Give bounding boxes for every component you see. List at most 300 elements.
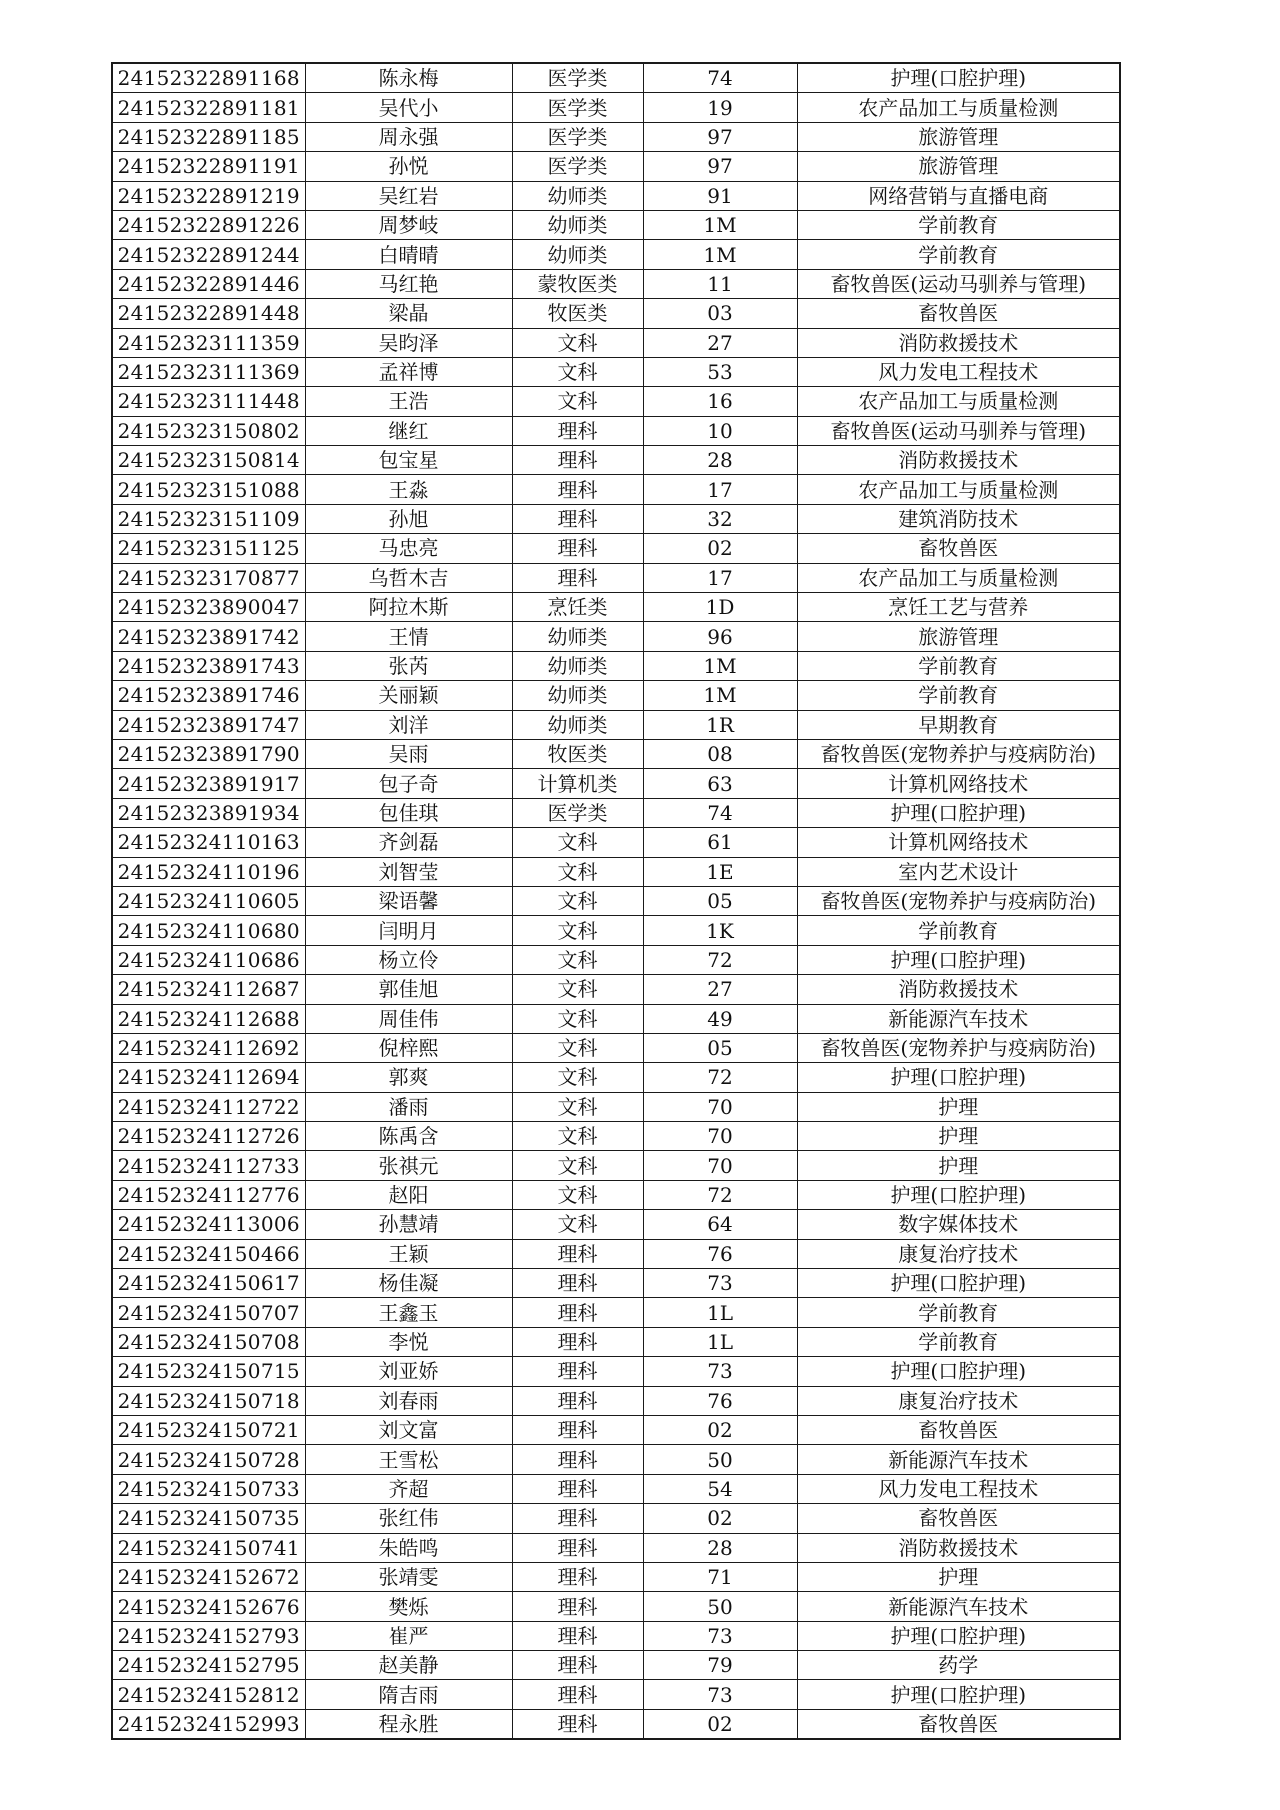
student-name-cell: 马红艳: [305, 269, 512, 298]
student-name-cell: 王浩: [305, 387, 512, 416]
student-name-cell: 孙慧靖: [305, 1210, 512, 1239]
table-row: [112, 152, 1120, 181]
table-row: [112, 1621, 1120, 1650]
major-name-cell: 旅游管理: [797, 622, 1120, 651]
major-name-cell: 建筑消防技术: [797, 504, 1120, 533]
major-code-cell: 11: [643, 269, 797, 298]
category-cell: 文科: [512, 1180, 643, 1209]
major-name-cell: 风力发电工程技术: [797, 1474, 1120, 1503]
student-id-cell: 24152324112688: [112, 1004, 305, 1033]
student-id-cell: 24152324150617: [112, 1269, 305, 1298]
category-cell: 幼师类: [512, 240, 643, 269]
category-cell: 理科: [512, 1357, 643, 1386]
student-name-cell: 赵阳: [305, 1180, 512, 1209]
student-id-cell: 24152322891191: [112, 152, 305, 181]
student-name-cell: 倪梓熙: [305, 1033, 512, 1062]
student-name-cell: 孟祥博: [305, 357, 512, 386]
student-id-cell: 24152324112694: [112, 1063, 305, 1092]
table-row: [112, 504, 1120, 533]
major-name-cell: 计算机网络技术: [797, 828, 1120, 857]
student-id-cell: 24152324110196: [112, 857, 305, 886]
major-code-cell: 71: [643, 1562, 797, 1591]
table-row: [112, 1651, 1120, 1680]
table-row: [112, 593, 1120, 622]
student-name-cell: 陈禹含: [305, 1122, 512, 1151]
category-cell: 文科: [512, 857, 643, 886]
major-name-cell: 烹饪工艺与营养: [797, 593, 1120, 622]
major-code-cell: 70: [643, 1092, 797, 1121]
category-cell: 医学类: [512, 63, 643, 93]
major-name-cell: 畜牧兽医(运动马驯养与管理): [797, 269, 1120, 298]
major-code-cell: 05: [643, 886, 797, 915]
student-name-cell: 郭佳旭: [305, 975, 512, 1004]
student-id-cell: 24152324150708: [112, 1327, 305, 1356]
category-cell: 计算机类: [512, 769, 643, 798]
major-name-cell: 新能源汽车技术: [797, 1445, 1120, 1474]
major-name-cell: 护理: [797, 1122, 1120, 1151]
table-row: [112, 1415, 1120, 1444]
student-id-cell: 24152324152676: [112, 1592, 305, 1621]
major-name-cell: 新能源汽车技术: [797, 1592, 1120, 1621]
table-row: [112, 1004, 1120, 1033]
major-code-cell: 64: [643, 1210, 797, 1239]
student-name-cell: 王雪松: [305, 1445, 512, 1474]
table-row: [112, 739, 1120, 768]
table-row: [112, 357, 1120, 386]
major-code-cell: 73: [643, 1357, 797, 1386]
major-code-cell: 74: [643, 63, 797, 93]
student-id-cell: 24152324150707: [112, 1298, 305, 1327]
student-id-cell: 24152323890047: [112, 593, 305, 622]
table-row: [112, 769, 1120, 798]
major-name-cell: 护理: [797, 1562, 1120, 1591]
student-name-cell: 王颖: [305, 1239, 512, 1268]
major-name-cell: 护理(口腔护理): [797, 945, 1120, 974]
category-cell: 医学类: [512, 122, 643, 151]
category-cell: 文科: [512, 1063, 643, 1092]
student-id-cell: 24152324150721: [112, 1415, 305, 1444]
student-name-cell: 梁晶: [305, 299, 512, 328]
major-code-cell: 08: [643, 739, 797, 768]
table-row: [112, 416, 1120, 445]
student-name-cell: 崔严: [305, 1621, 512, 1650]
major-code-cell: 74: [643, 798, 797, 827]
major-name-cell: 护理(口腔护理): [797, 1063, 1120, 1092]
major-code-cell: 50: [643, 1445, 797, 1474]
major-name-cell: 护理(口腔护理): [797, 1269, 1120, 1298]
category-cell: 牧医类: [512, 299, 643, 328]
student-id-cell: 24152324150728: [112, 1445, 305, 1474]
category-cell: 理科: [512, 1327, 643, 1356]
student-id-cell: 24152324150718: [112, 1386, 305, 1415]
category-cell: 幼师类: [512, 710, 643, 739]
major-name-cell: 消防救援技术: [797, 328, 1120, 357]
category-cell: 文科: [512, 1151, 643, 1180]
major-code-cell: 17: [643, 475, 797, 504]
student-name-cell: 包佳琪: [305, 798, 512, 827]
major-name-cell: 护理(口腔护理): [797, 1621, 1120, 1650]
student-name-cell: 刘亚娇: [305, 1357, 512, 1386]
table-row: [112, 1033, 1120, 1062]
student-name-cell: 闫明月: [305, 916, 512, 945]
major-name-cell: 畜牧兽医: [797, 534, 1120, 563]
major-code-cell: 76: [643, 1239, 797, 1268]
category-cell: 理科: [512, 1474, 643, 1503]
student-name-cell: 樊烁: [305, 1592, 512, 1621]
category-cell: 幼师类: [512, 681, 643, 710]
student-name-cell: 包宝星: [305, 446, 512, 475]
student-name-cell: 乌哲木吉: [305, 563, 512, 592]
major-code-cell: 17: [643, 563, 797, 592]
major-code-cell: 28: [643, 1533, 797, 1562]
major-code-cell: 54: [643, 1474, 797, 1503]
student-id-cell: 24152322891168: [112, 63, 305, 93]
major-name-cell: 护理(口腔护理): [797, 1357, 1120, 1386]
table-row: [112, 534, 1120, 563]
category-cell: 医学类: [512, 798, 643, 827]
major-code-cell: 02: [643, 1504, 797, 1533]
table-row: [112, 798, 1120, 827]
major-code-cell: 1M: [643, 210, 797, 239]
major-code-cell: 02: [643, 1415, 797, 1444]
table-row: [112, 210, 1120, 239]
student-id-cell: 24152324150741: [112, 1533, 305, 1562]
major-name-cell: 康复治疗技术: [797, 1239, 1120, 1268]
table-row: [112, 563, 1120, 592]
major-name-cell: 农产品加工与质量检测: [797, 563, 1120, 592]
major-name-cell: 护理(口腔护理): [797, 1180, 1120, 1209]
table-row: [112, 975, 1120, 1004]
major-name-cell: 数字媒体技术: [797, 1210, 1120, 1239]
student-id-cell: 24152324112726: [112, 1122, 305, 1151]
table-row: [112, 1180, 1120, 1209]
student-name-cell: 关丽颖: [305, 681, 512, 710]
student-name-cell: 白晴晴: [305, 240, 512, 269]
category-cell: 理科: [512, 1621, 643, 1650]
major-name-cell: 护理: [797, 1151, 1120, 1180]
student-name-cell: 孙悦: [305, 152, 512, 181]
student-id-cell: 24152323111448: [112, 387, 305, 416]
major-name-cell: 畜牧兽医(运动马驯养与管理): [797, 416, 1120, 445]
category-cell: 理科: [512, 1504, 643, 1533]
student-id-cell: 24152322891185: [112, 122, 305, 151]
table-row: [112, 1504, 1120, 1533]
major-name-cell: 药学: [797, 1651, 1120, 1680]
student-id-cell: 24152324110605: [112, 886, 305, 915]
student-id-cell: 24152322891181: [112, 93, 305, 122]
student-id-cell: 24152323891790: [112, 739, 305, 768]
table-row: [112, 1592, 1120, 1621]
category-cell: 理科: [512, 563, 643, 592]
major-code-cell: 03: [643, 299, 797, 328]
student-name-cell: 杨佳凝: [305, 1269, 512, 1298]
student-name-cell: 李悦: [305, 1327, 512, 1356]
major-name-cell: 畜牧兽医: [797, 1504, 1120, 1533]
student-name-cell: 朱皓鸣: [305, 1533, 512, 1562]
major-name-cell: 早期教育: [797, 710, 1120, 739]
student-name-cell: 周佳伟: [305, 1004, 512, 1033]
student-id-cell: 24152324112722: [112, 1092, 305, 1121]
student-id-cell: 24152324113006: [112, 1210, 305, 1239]
student-name-cell: 张祺元: [305, 1151, 512, 1180]
major-code-cell: 28: [643, 446, 797, 475]
student-name-cell: 马忠亮: [305, 534, 512, 563]
major-code-cell: 73: [643, 1269, 797, 1298]
major-name-cell: 计算机网络技术: [797, 769, 1120, 798]
major-name-cell: 学前教育: [797, 651, 1120, 680]
student-id-cell: 24152324150733: [112, 1474, 305, 1503]
major-code-cell: 61: [643, 828, 797, 857]
student-id-cell: 24152323891746: [112, 681, 305, 710]
major-code-cell: 49: [643, 1004, 797, 1033]
category-cell: 医学类: [512, 93, 643, 122]
table-row: [112, 1269, 1120, 1298]
category-cell: 文科: [512, 1210, 643, 1239]
major-code-cell: 96: [643, 622, 797, 651]
major-code-cell: 1L: [643, 1298, 797, 1327]
category-cell: 文科: [512, 1033, 643, 1062]
student-id-cell: 24152323151125: [112, 534, 305, 563]
table-row: [112, 1709, 1120, 1739]
student-id-cell: 24152322891244: [112, 240, 305, 269]
category-cell: 理科: [512, 1709, 643, 1739]
table-row: [112, 1445, 1120, 1474]
student-name-cell: 刘文富: [305, 1415, 512, 1444]
student-name-cell: 吴红岩: [305, 181, 512, 210]
student-id-cell: 24152324150715: [112, 1357, 305, 1386]
category-cell: 文科: [512, 828, 643, 857]
student-name-cell: 隋吉雨: [305, 1680, 512, 1709]
major-name-cell: 农产品加工与质量检测: [797, 387, 1120, 416]
student-name-cell: 吴雨: [305, 739, 512, 768]
major-code-cell: 73: [643, 1680, 797, 1709]
major-name-cell: 畜牧兽医(宠物养护与疫病防治): [797, 739, 1120, 768]
student-name-cell: 包子奇: [305, 769, 512, 798]
student-name-cell: 潘雨: [305, 1092, 512, 1121]
student-id-cell: 24152324150466: [112, 1239, 305, 1268]
student-id-cell: 24152323891747: [112, 710, 305, 739]
student-id-cell: 24152324112687: [112, 975, 305, 1004]
table-row: [112, 1533, 1120, 1562]
major-name-cell: 护理(口腔护理): [797, 798, 1120, 827]
category-cell: 理科: [512, 1445, 643, 1474]
student-name-cell: 张芮: [305, 651, 512, 680]
student-id-cell: 24152323151109: [112, 504, 305, 533]
major-name-cell: 消防救援技术: [797, 975, 1120, 1004]
major-code-cell: 79: [643, 1651, 797, 1680]
student-name-cell: 张靖雯: [305, 1562, 512, 1591]
category-cell: 文科: [512, 328, 643, 357]
category-cell: 文科: [512, 945, 643, 974]
category-cell: 理科: [512, 1533, 643, 1562]
major-name-cell: 学前教育: [797, 210, 1120, 239]
category-cell: 理科: [512, 1239, 643, 1268]
major-name-cell: 消防救援技术: [797, 446, 1120, 475]
table-row: [112, 1327, 1120, 1356]
student-id-cell: 24152324150735: [112, 1504, 305, 1533]
table-row: [112, 1063, 1120, 1092]
student-id-cell: 24152324110680: [112, 916, 305, 945]
major-code-cell: 1M: [643, 240, 797, 269]
category-cell: 理科: [512, 1592, 643, 1621]
table-row: [112, 857, 1120, 886]
category-cell: 文科: [512, 1092, 643, 1121]
student-id-cell: 24152323891742: [112, 622, 305, 651]
category-cell: 理科: [512, 1386, 643, 1415]
major-code-cell: 1R: [643, 710, 797, 739]
major-name-cell: 护理(口腔护理): [797, 1680, 1120, 1709]
category-cell: 文科: [512, 1004, 643, 1033]
admission-table: [111, 62, 1121, 1740]
major-code-cell: 05: [643, 1033, 797, 1062]
student-name-cell: 王情: [305, 622, 512, 651]
category-cell: 文科: [512, 975, 643, 1004]
major-code-cell: 97: [643, 122, 797, 151]
major-name-cell: 消防救援技术: [797, 1533, 1120, 1562]
student-id-cell: 24152322891446: [112, 269, 305, 298]
major-name-cell: 畜牧兽医(宠物养护与疫病防治): [797, 1033, 1120, 1062]
major-code-cell: 1M: [643, 651, 797, 680]
major-name-cell: 学前教育: [797, 1298, 1120, 1327]
table-row: [112, 181, 1120, 210]
major-code-cell: 63: [643, 769, 797, 798]
major-code-cell: 76: [643, 1386, 797, 1415]
major-code-cell: 19: [643, 93, 797, 122]
major-code-cell: 72: [643, 1180, 797, 1209]
table-row: [112, 299, 1120, 328]
student-id-cell: 24152322891219: [112, 181, 305, 210]
major-name-cell: 旅游管理: [797, 122, 1120, 151]
student-name-cell: 吴昀泽: [305, 328, 512, 357]
student-name-cell: 齐超: [305, 1474, 512, 1503]
major-name-cell: 新能源汽车技术: [797, 1004, 1120, 1033]
student-name-cell: 杨立伶: [305, 945, 512, 974]
table-row: [112, 1474, 1120, 1503]
student-id-cell: 24152324152993: [112, 1709, 305, 1739]
category-cell: 医学类: [512, 152, 643, 181]
student-id-cell: 24152324112776: [112, 1180, 305, 1209]
table-row: [112, 387, 1120, 416]
major-name-cell: 风力发电工程技术: [797, 357, 1120, 386]
student-name-cell: 吴代小: [305, 93, 512, 122]
major-name-cell: 畜牧兽医: [797, 1415, 1120, 1444]
major-name-cell: 农产品加工与质量检测: [797, 93, 1120, 122]
student-id-cell: 24152323150802: [112, 416, 305, 445]
major-name-cell: 农产品加工与质量检测: [797, 475, 1120, 504]
student-id-cell: 24152323111359: [112, 328, 305, 357]
category-cell: 烹饪类: [512, 593, 643, 622]
table-row: [112, 945, 1120, 974]
major-code-cell: 91: [643, 181, 797, 210]
major-code-cell: 1K: [643, 916, 797, 945]
student-name-cell: 王淼: [305, 475, 512, 504]
student-name-cell: 阿拉木斯: [305, 593, 512, 622]
student-name-cell: 继红: [305, 416, 512, 445]
category-cell: 理科: [512, 446, 643, 475]
student-id-cell: 24152322891226: [112, 210, 305, 239]
student-id-cell: 24152324112733: [112, 1151, 305, 1180]
table-row: [112, 886, 1120, 915]
table-row: [112, 240, 1120, 269]
student-id-cell: 24152324112692: [112, 1033, 305, 1062]
table-row: [112, 828, 1120, 857]
major-code-cell: 50: [643, 1592, 797, 1621]
student-name-cell: 郭爽: [305, 1063, 512, 1092]
student-id-cell: 24152324152793: [112, 1621, 305, 1650]
major-code-cell: 72: [643, 945, 797, 974]
student-id-cell: 24152324110163: [112, 828, 305, 857]
table-row: [112, 328, 1120, 357]
major-name-cell: 旅游管理: [797, 152, 1120, 181]
table-row: [112, 1386, 1120, 1415]
student-name-cell: 张红伟: [305, 1504, 512, 1533]
major-code-cell: 1M: [643, 681, 797, 710]
major-code-cell: 72: [643, 1063, 797, 1092]
student-id-cell: 24152323111369: [112, 357, 305, 386]
major-name-cell: 学前教育: [797, 681, 1120, 710]
student-id-cell: 24152323891917: [112, 769, 305, 798]
major-code-cell: 27: [643, 328, 797, 357]
table-row: [112, 916, 1120, 945]
category-cell: 理科: [512, 1298, 643, 1327]
category-cell: 理科: [512, 1680, 643, 1709]
table-row: [112, 622, 1120, 651]
major-code-cell: 53: [643, 357, 797, 386]
student-name-cell: 周梦岐: [305, 210, 512, 239]
major-code-cell: 73: [643, 1621, 797, 1650]
major-name-cell: 学前教育: [797, 1327, 1120, 1356]
major-code-cell: 97: [643, 152, 797, 181]
major-code-cell: 1D: [643, 593, 797, 622]
major-code-cell: 1E: [643, 857, 797, 886]
student-name-cell: 程永胜: [305, 1709, 512, 1739]
table-row: [112, 1122, 1120, 1151]
student-name-cell: 陈永梅: [305, 63, 512, 93]
table-row: [112, 1357, 1120, 1386]
category-cell: 文科: [512, 357, 643, 386]
table-row: [112, 1239, 1120, 1268]
student-id-cell: 24152323891743: [112, 651, 305, 680]
table-row: [112, 710, 1120, 739]
category-cell: 文科: [512, 886, 643, 915]
table-row: [112, 269, 1120, 298]
major-name-cell: 室内艺术设计: [797, 857, 1120, 886]
major-code-cell: 70: [643, 1151, 797, 1180]
category-cell: 文科: [512, 916, 643, 945]
table-row: [112, 1298, 1120, 1327]
major-name-cell: 康复治疗技术: [797, 1386, 1120, 1415]
category-cell: 文科: [512, 1122, 643, 1151]
student-name-cell: 赵美静: [305, 1651, 512, 1680]
major-code-cell: 10: [643, 416, 797, 445]
category-cell: 理科: [512, 1415, 643, 1444]
table-row: [112, 651, 1120, 680]
major-code-cell: 27: [643, 975, 797, 1004]
major-code-cell: 02: [643, 1709, 797, 1739]
category-cell: 理科: [512, 534, 643, 563]
category-cell: 幼师类: [512, 181, 643, 210]
table-row: [112, 446, 1120, 475]
student-id-cell: 24152324110686: [112, 945, 305, 974]
category-cell: 幼师类: [512, 210, 643, 239]
major-name-cell: 网络营销与直播电商: [797, 181, 1120, 210]
major-name-cell: 学前教育: [797, 240, 1120, 269]
student-name-cell: 刘春雨: [305, 1386, 512, 1415]
major-name-cell: 护理(口腔护理): [797, 63, 1120, 93]
category-cell: 理科: [512, 1269, 643, 1298]
table-row: [112, 1151, 1120, 1180]
major-code-cell: 70: [643, 1122, 797, 1151]
